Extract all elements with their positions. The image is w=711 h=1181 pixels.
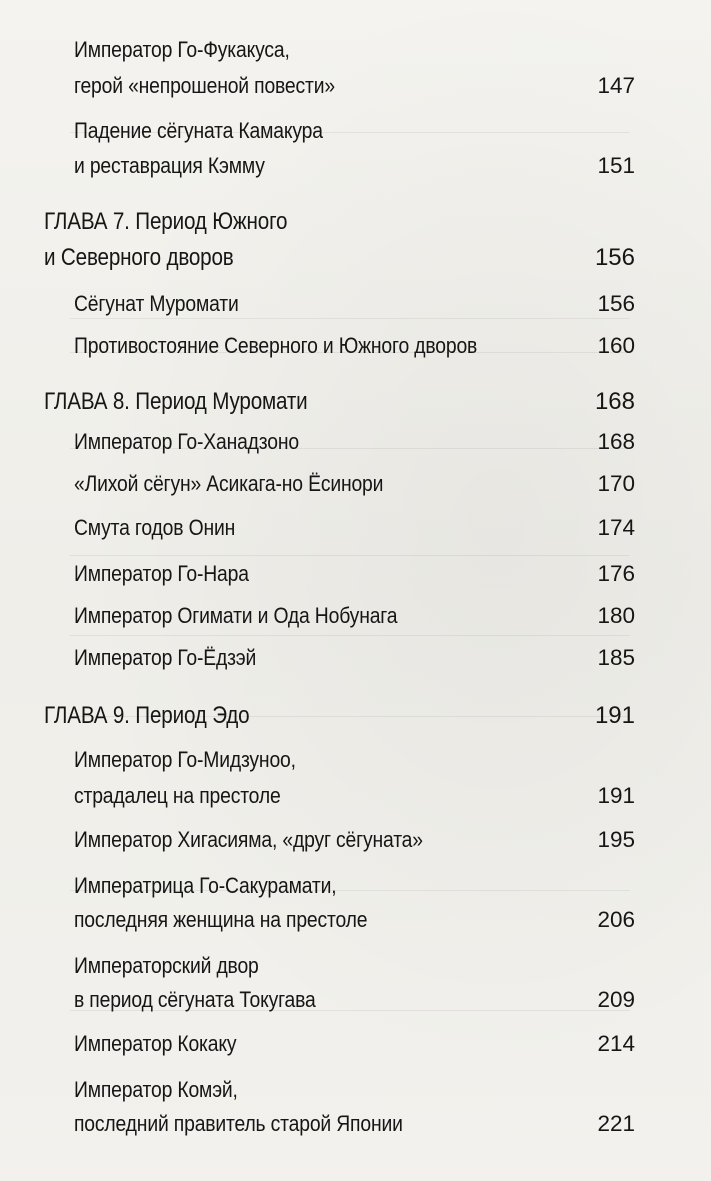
toc-entry-title-line: Император Го-Ханадзоно — [74, 429, 299, 454]
toc-entry-title-line: в период сёгуната Токугава — [74, 987, 316, 1012]
toc-entry-title-line: последний правитель старой Японии — [74, 1111, 403, 1136]
bleed-through-line — [70, 555, 630, 556]
toc-page-number: 156 — [597, 291, 635, 316]
toc-page-number: 170 — [597, 471, 635, 496]
toc-entry-title-line: Император Го-Ёдзэй — [74, 645, 257, 670]
toc-entry-title-line: Император Го-Фукакуса, — [74, 37, 290, 62]
toc-page-number: 191 — [597, 783, 635, 808]
toc-page-number: 168 — [594, 388, 635, 415]
toc-page-number: 206 — [597, 907, 635, 932]
toc-entry-title-line: Император Огимати и Ода Нобунага — [74, 603, 398, 628]
toc-page-number: 168 — [597, 429, 635, 454]
toc-entry-title-line: Сёгунат Муромати — [74, 291, 239, 316]
toc-entry-title-line: Император Комэй, — [74, 1077, 238, 1102]
toc-entry-title-line: Император Го-Мидзуноо, — [74, 747, 296, 772]
toc-entry-title-line: Противостояние Северного и Южного дворов — [74, 333, 478, 358]
toc-entry-title-line: Смута годов Онин — [74, 515, 236, 540]
bleed-through-line — [70, 635, 630, 636]
toc-page-number: 174 — [597, 515, 635, 540]
toc-entry-title-line: Падение сёгуната Камакура — [74, 118, 323, 143]
toc-page-number: 147 — [597, 73, 635, 98]
toc-page-number: 221 — [597, 1111, 635, 1136]
toc-page-number: 191 — [594, 702, 635, 729]
chapter-title-line: ГЛАВА 8. Период Муромати — [44, 388, 308, 415]
toc-entry-title-line: последняя женщина на престоле — [74, 907, 368, 932]
toc-page-number: 180 — [597, 603, 635, 628]
chapter-title-line: ГЛАВА 9. Период Эдо — [44, 702, 250, 729]
toc-entry-title-line: Императорский двор — [74, 953, 259, 978]
toc-page-number: 209 — [597, 987, 635, 1012]
chapter-title-line: и Северного дворов — [44, 244, 234, 271]
toc-entry-title-line: Император Хигасияма, «друг сёгуната» — [74, 827, 423, 852]
chapter-title-line: ГЛАВА 7. Период Южного — [44, 208, 288, 235]
toc-entry-title-line: и реставрация Кэмму — [74, 153, 265, 178]
toc-entry-title-line: Император Кокаку — [74, 1031, 237, 1056]
toc-entry-title-line: герой «непрошеной повести» — [74, 73, 335, 98]
bleed-through-line — [70, 318, 630, 319]
toc-page-number: 151 — [597, 153, 635, 178]
toc-page-number: 160 — [597, 333, 635, 358]
toc-page-number: 176 — [597, 561, 635, 586]
toc-page-number: 195 — [597, 827, 635, 852]
toc-page-number: 156 — [594, 244, 635, 271]
toc-entry-title-line: Императрица Го-Сакурамати, — [74, 873, 337, 898]
toc-page-number: 185 — [597, 645, 635, 670]
toc-entry-title-line: «Лихой сёгун» Асикага-но Ёсинори — [74, 471, 384, 496]
toc-page-number: 214 — [597, 1031, 635, 1056]
toc-entry-title-line: Император Го-Нара — [74, 561, 249, 586]
toc-entry-title-line: страдалец на престоле — [74, 783, 281, 808]
